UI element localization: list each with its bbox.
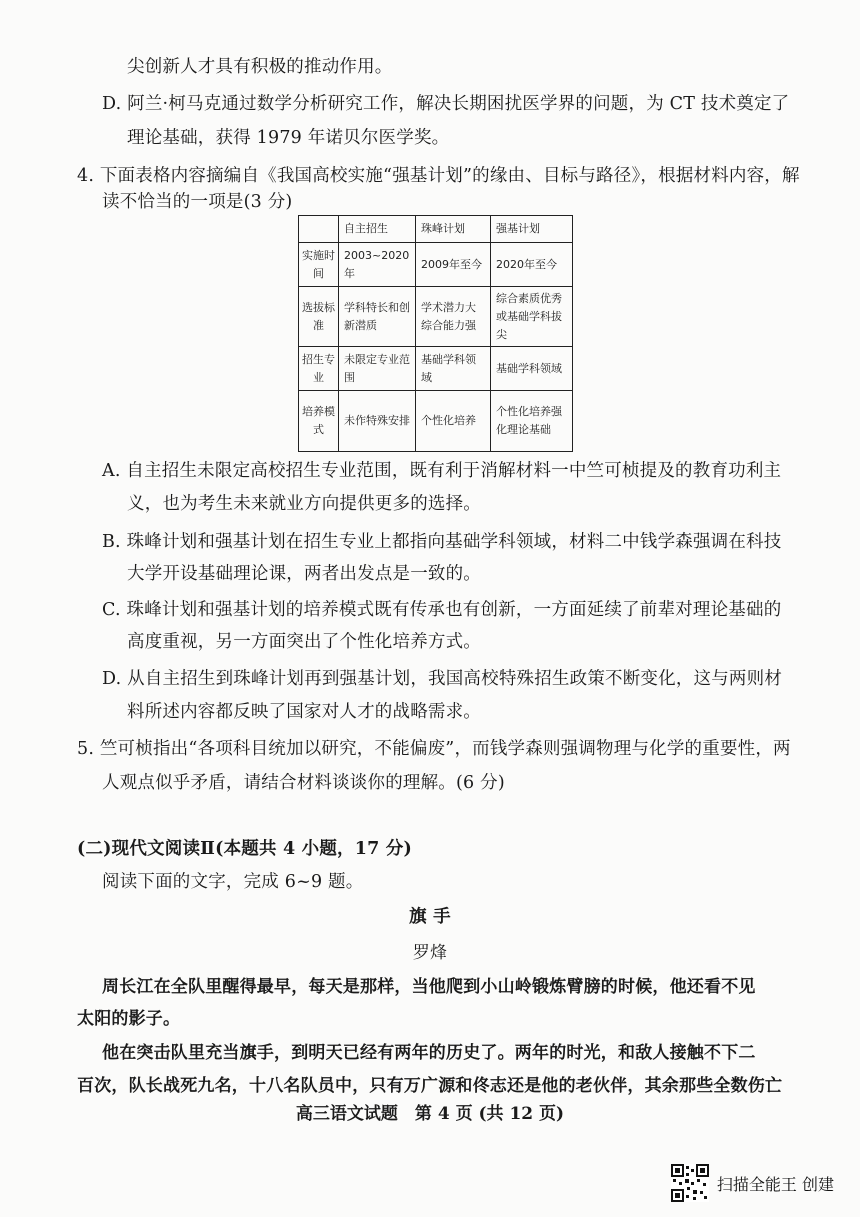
table-row-header: 选拔标准 <box>299 287 339 347</box>
scanner-label: 扫描全能王 创建 <box>716 1174 834 1194</box>
table-cell: 未作特殊安排 <box>339 391 416 452</box>
option-b-cont: 大学开设基础理论课，两者出发点是一致的。 <box>127 564 481 584</box>
article-paragraph: 他在突击队里充当旗手，到明天已经有两年的历史了。两年的时光，和敌人接触不下二 <box>102 1043 756 1063</box>
table-cell: 2020年至今 <box>491 243 573 287</box>
section-heading: (二)现代文阅读Ⅱ(本题共 4 小题，17 分) <box>77 839 412 859</box>
table-row-header: 培养模式 <box>299 391 339 452</box>
section-instruction: 阅读下面的文字，完成 6~9 题。 <box>102 872 364 892</box>
text-line: 尖创新人才具有积极的推动作用。 <box>127 57 393 77</box>
article-paragraph-cont: 百次，队长战死九名，十八名队员中，只有万广源和佟志还是他的老伙伴，其余那些全数伤亡 <box>77 1076 783 1096</box>
table-cell: 个性化培养强化理论基础 <box>491 391 573 452</box>
option-b: B. 珠峰计划和强基计划在招生专业上都指向基础学科领域，材料二中钱学森强调在科技 <box>102 532 782 552</box>
table-cell: 2003~2020年 <box>339 243 416 287</box>
table-row-header: 实施时间 <box>299 243 339 287</box>
table-row <box>299 243 573 287</box>
page-footer: 高三语文试题 第 4 页 (共 12 页) <box>295 1104 565 1124</box>
text-line: 理论基础，获得 1979 年诺贝尔医学奖。 <box>127 128 450 148</box>
option-d-cont: 料所述内容都反映了国家对人才的战略需求。 <box>127 702 481 722</box>
question-5-stem: 5. 竺可桢指出“各项科目统加以研究，不能偏废”，而钱学森则强调物理与化学的重要性，两 <box>77 739 791 759</box>
table-cell: 2009年至今 <box>416 243 491 287</box>
table-cell: 基础学科领域 <box>416 347 491 391</box>
scanner-watermark <box>671 1168 834 1198</box>
table-cell: 基础学科领域 <box>491 347 573 391</box>
comparison-table <box>298 215 573 452</box>
option-c: C. 珠峰计划和强基计划的培养模式既有传承也有创新，一方面延续了前辈对理论基础的 <box>102 600 782 620</box>
table-cell: 个性化培养 <box>416 391 491 452</box>
article-paragraph-cont: 太阳的影子。 <box>77 1009 181 1029</box>
question-4-stem-cont: 读不恰当的一项是(3 分) <box>102 192 293 212</box>
article-paragraph: 周长江在全队里醒得最早，每天是那样，当他爬到小山岭锻炼臂膀的时候，他还看不见 <box>102 977 756 997</box>
question-4-stem: 4. 下面表格内容摘编自《我国高校实施“强基计划”的缘由、目标与路径》，根据材料内容，解 <box>77 166 800 186</box>
question-5-stem-cont: 人观点似乎矛盾，请结合材料谈谈你的理解。(6 分) <box>102 773 505 793</box>
table-row <box>299 287 573 347</box>
table-cell: 综合素质优秀或基础学科拔尖 <box>491 287 573 347</box>
table-row <box>299 347 573 391</box>
table-row-header: 招生专业 <box>299 347 339 391</box>
table-cell: 学术潜力大综合能力强 <box>416 287 491 347</box>
option-a-cont: 义，也为考生未来就业方向提供更多的选择。 <box>127 494 481 514</box>
table-cell: 未限定专业范围 <box>339 347 416 391</box>
table-header-row <box>299 216 573 243</box>
option-d-prev: D. 阿兰·柯马克通过数学分析研究工作，解决长期困扰医学界的问题，为 CT 技术奠定了 <box>102 94 790 114</box>
option-a: A. 自主招生未限定高校招生专业范围，既有利于消解材料一中竺可桢提及的教育功利主 <box>102 461 782 481</box>
table-cell: 学科特长和创新潜质 <box>339 287 416 347</box>
table-header-cell: 自主招生 <box>339 216 416 243</box>
table-row <box>299 391 573 452</box>
table-header-cell <box>299 216 339 243</box>
option-c-cont: 高度重视，另一方面突出了个性化培养方式。 <box>127 632 481 652</box>
article-title: 旗 手 <box>409 907 451 927</box>
qr-code-icon <box>671 1164 709 1202</box>
article-author: 罗烽 <box>412 943 448 963</box>
table-header-cell: 强基计划 <box>491 216 573 243</box>
table-header-cell: 珠峰计划 <box>416 216 491 243</box>
option-d: D. 从自主招生到珠峰计划再到强基计划，我国高校特殊招生政策不断变化，这与两则材 <box>102 669 783 689</box>
